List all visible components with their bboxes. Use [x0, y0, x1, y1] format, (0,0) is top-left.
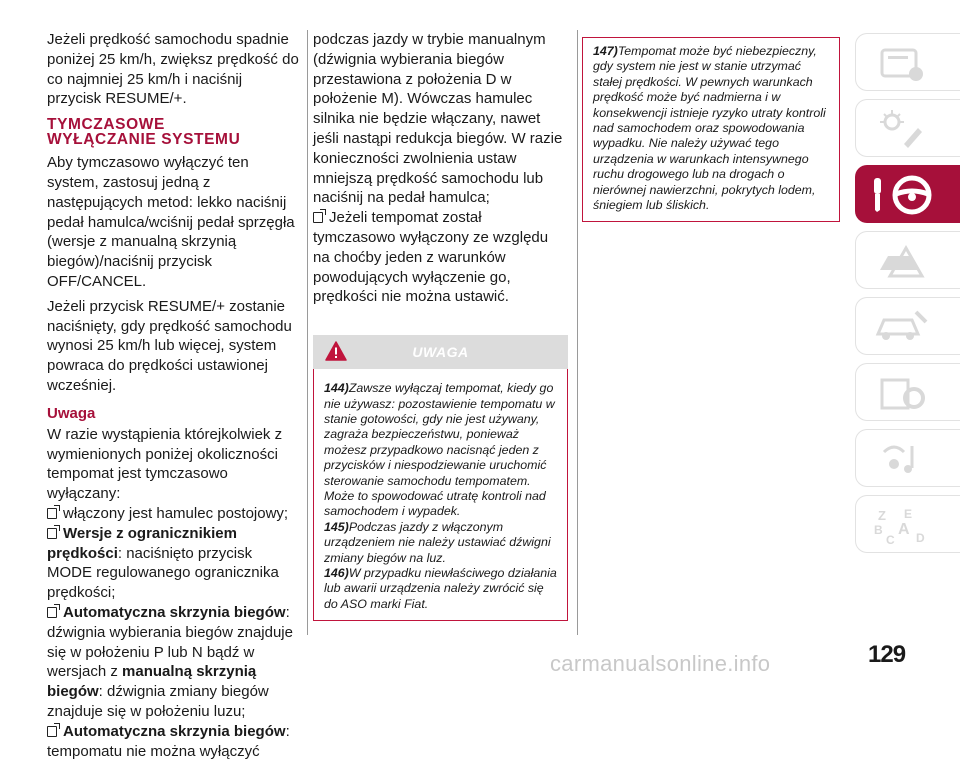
chapter-tabs: [855, 33, 960, 561]
car-info-icon: [872, 42, 932, 84]
tab-multimedia[interactable]: [855, 429, 960, 487]
media-music-icon: [872, 438, 932, 480]
steering-wheel-key-icon: [872, 174, 932, 216]
tab-technical-data[interactable]: [855, 363, 960, 421]
intro-paragraph: Jeżeli prędkość samochodu spadnie poniżej 25 km/h, zwiększ prędkość do co najmniej 25 km/h i naciśnij przycisk RESUME/+.: [47, 31, 299, 108]
warning-title: UWAGA: [412, 344, 469, 361]
warning-item: 144)Zawsze wyłączaj tempomat, kiedy go nie używasz: pozostawienie tempomatu w stanie gotowości, gdy nie jest używany, zagraża bezpieczeństwu, ponieważ możesz przypadkowo nacisnąć jeden z przycisków i niespodziewanie uruchomić sterowanie samochodu tempomatem. Może to spowodować utratę kontroli nad samochodem i wypadek.: [324, 381, 555, 519]
svg-text:B: B: [874, 523, 883, 537]
column-2: [313, 30, 568, 621]
checkbox-bullet-icon: [313, 212, 323, 223]
bullet-item: Jeżeli tempomat został tymczasowo wyłączony ze względu na choćby jeden z warunków powodujących wyłączenie go, prędkości nie można ustawić.: [313, 209, 549, 306]
svg-text:Z: Z: [878, 508, 886, 523]
section-heading: [47, 117, 299, 147]
tab-dashboard[interactable]: [855, 99, 960, 157]
paragraph-continued: podczas jazdy w trybie manualnym (dźwignia wybierania biegów przestawiona z położenia D w położenie M). Wówczas hamulec silnika nie będzie włączany, nawet jeśli nastąpi redukcja biegów. W razie konieczności zwolnienia ustaw mniejszą prędkość samochodu lub naciśnij na pedał hamulca;: [313, 31, 563, 207]
tab-car-info[interactable]: [855, 33, 960, 91]
svg-text:C: C: [886, 533, 895, 546]
section-heading-line2: WYŁĄCZANIE SYSTEMU: [47, 131, 241, 149]
section-heading-line1: TYMCZASOWE: [47, 116, 165, 134]
checkbox-bullet-icon: [47, 607, 57, 618]
danger-box: 147)Tempomat może być niebezpieczny, gdy system nie jest w stanie utrzymać stałej prędkości. W pewnych warunkach prędkość może być nadmierna i w konsekwencji istnieje ryzyko utraty kontroli nad samochodem oraz spowodowania wypadku. Nie należy używać tego urządzenia w warunkach intensywnego ruchu drogowego lub na drogach o nierównej nawierzchni, pokrytych lodem, śniegiem lub śliskich.: [582, 37, 840, 222]
column-divider: [307, 30, 308, 635]
paragraph: Jeżeli przycisk RESUME/+ zostanie naciśnięty, gdy prędkość samochodu wynosi 25 km/h lub więcej, system powraca do prędkości ustawionej wcześniej.: [47, 297, 292, 394]
tab-starting-driving[interactable]: [855, 165, 960, 223]
paragraph: Aby tymczasowo wyłączyć ten system, zastosuj jedną z następujących metod: lekko naciśnij pedał hamulca/wciśnij pedał sprzęgła (wersje z manualną skrzynią biegów)/naciśnij przycisk OFF/CANCEL.: [47, 154, 295, 290]
alphabet-index-icon: [872, 504, 932, 546]
column-divider: [577, 30, 578, 635]
svg-text:E: E: [904, 507, 913, 521]
warning-item: 146)W przypadku niewłaściwego działania lub awarii urządzenia należy zwrócić się do ASO marki Fiat.: [324, 566, 557, 611]
tab-safety[interactable]: [855, 231, 960, 289]
tab-service[interactable]: [855, 297, 960, 355]
page-number: 129: [868, 641, 906, 668]
car-service-icon: [872, 306, 932, 348]
checkbox-bullet-icon: [47, 508, 57, 519]
warning-box: [313, 369, 568, 621]
checkbox-bullet-icon: [47, 726, 57, 737]
warning-triangle-car-icon: [872, 240, 932, 282]
paragraph: W razie wystąpienia którejkolwiek z wymienionych poniżej okoliczności tempomat jest tymczasowo wyłączany:: [47, 425, 283, 503]
svg-text:A: A: [898, 521, 910, 538]
specs-gears-icon: [872, 372, 932, 414]
watermark: carmanualsonline.info: [550, 651, 771, 676]
bullet-item: Automatyczna skrzynia biegów: dźwignia wybierania biegów znajduje się w położeniu P lub N bądź w wersjach z manualną skrzynią biegów: dźwignia zmiany biegów znajduje się w położeniu luzu;: [47, 603, 293, 720]
tab-index[interactable]: [855, 495, 960, 553]
column-1: [47, 30, 299, 761]
bullet-item: włączony jest hamulec postojowy;: [47, 504, 299, 524]
dashboard-lights-icon: [872, 108, 932, 150]
bullet-item: Wersje z ogranicznikiem prędkości: naciśnięto przycisk MODE regulowanego ogranicznika prędkości;: [47, 524, 279, 602]
note-subheading: Uwaga: [47, 404, 96, 422]
warning-header: [313, 335, 568, 369]
warning-item: 145)Podczas jazdy z włączonym urządzeniem nie należy ustawiać dźwigni zmiany biegów na luz.: [324, 519, 551, 565]
column-3: [582, 37, 840, 222]
svg-text:D: D: [916, 531, 925, 545]
checkbox-bullet-icon: [47, 528, 57, 539]
bullet-item: Automatyczna skrzynia biegów: tempomatu nie można wyłączyć: [47, 722, 290, 760]
